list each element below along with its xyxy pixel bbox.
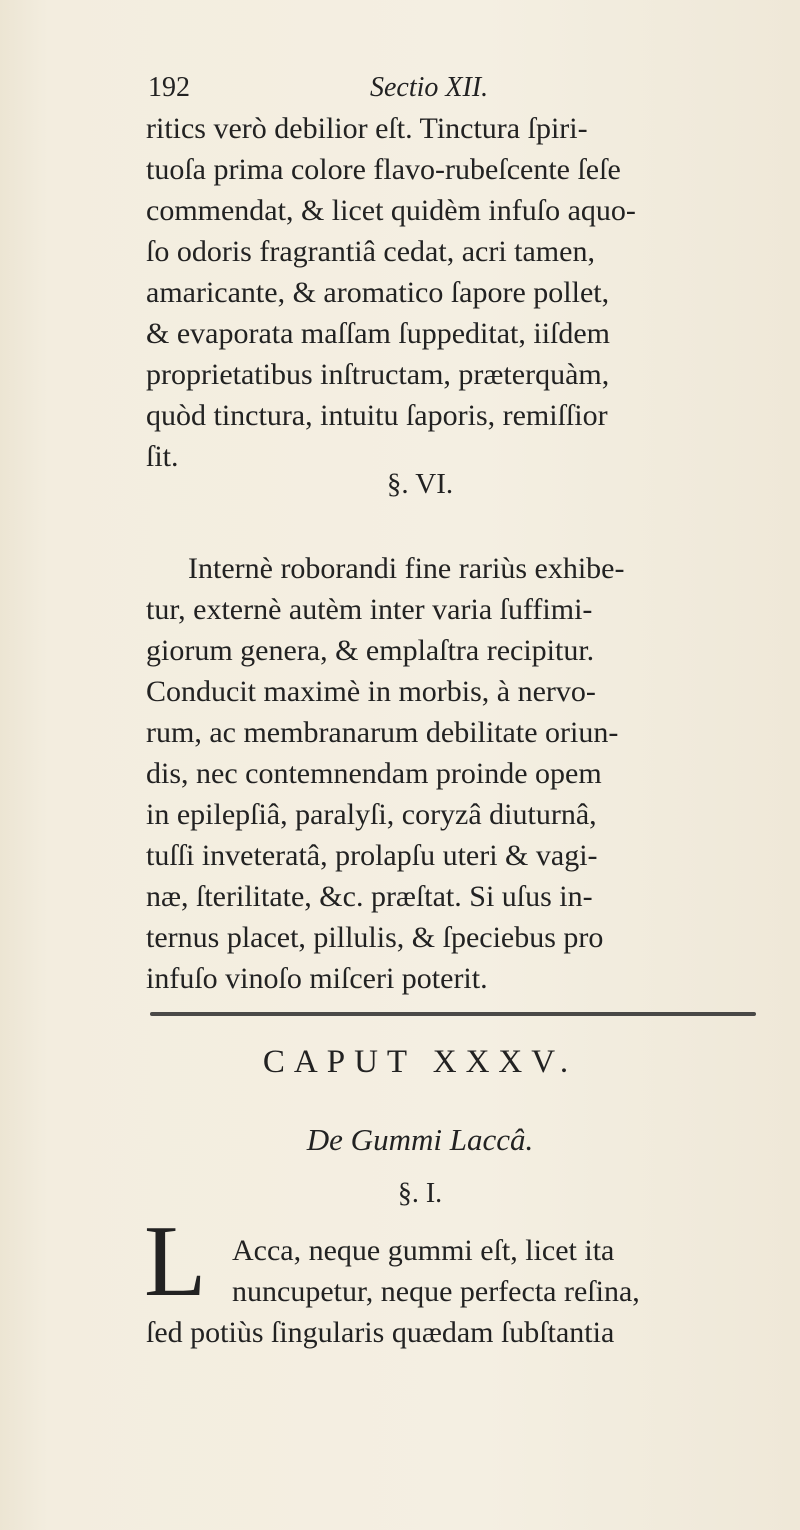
text-line: tuſſi inveteratâ, prolapſu uteri & vagi- xyxy=(146,839,598,872)
page-number: 192 xyxy=(148,72,190,103)
text-line: rum, ac membranarum debilitate oriun- xyxy=(146,716,619,749)
text-line: ſed potiùs ſingularis quædam ſubſtantia xyxy=(146,1316,615,1349)
section-heading-vi: §. VI. xyxy=(386,468,454,500)
chapter-divider-rule xyxy=(150,1012,756,1016)
text-line: Internè roborandi fine rariùs exhibe- xyxy=(188,552,625,585)
text-line: & evaporata maſſam ſuppeditat, iiſdem xyxy=(146,317,611,350)
text-line: ternus placet, pillulis, & ſpeciebus pro xyxy=(146,921,604,954)
paragraph-2 xyxy=(146,548,756,999)
text-line: amaricante, & aromatico ſapore pollet, xyxy=(146,276,610,309)
text-line: dis, nec contemnendam proinde opem xyxy=(146,757,602,790)
page-header xyxy=(148,72,740,112)
text-line: quòd tinctura, intuitu ſaporis, remiſſior xyxy=(146,399,608,432)
paragraph-1 xyxy=(146,108,756,477)
chapter-title: CAPUT XXXV. xyxy=(262,1044,578,1080)
chapter-subtitle: De Gummi Laccâ. xyxy=(306,1122,534,1157)
text-line: Acca, neque gummi eſt, licet ita xyxy=(232,1234,615,1267)
text-line: tur, externè autèm inter varia ſuffimi- xyxy=(146,593,593,626)
text-line: in epilepſiâ, paralyſi, coryzâ diuturnâ, xyxy=(146,798,597,831)
text-line: tuoſa prima colore flavo-rubeſcente ſeſe xyxy=(146,153,621,186)
text-line: Conducit maximè in morbis, à nervo- xyxy=(146,675,596,708)
running-head: Sectio XII. xyxy=(370,72,489,103)
text-line: commendat, & licet quidèm infuſo aquo- xyxy=(146,194,636,227)
drop-cap: L xyxy=(144,1205,207,1318)
text-line: ſit. xyxy=(146,440,179,473)
text-line: ritics verò debilior eſt. Tinctura ſpiri- xyxy=(146,112,588,145)
text-line: giorum genera, & emplaſtra recipitur. xyxy=(146,634,595,667)
text-line: infuſo vinoſo miſceri poterit. xyxy=(146,962,488,995)
text-line: proprietatibus inſtructam, præterquàm, xyxy=(146,358,610,391)
paragraph-3-continued xyxy=(146,1312,766,1353)
text-line: ſo odoris fragrantiâ cedat, acri tamen, xyxy=(146,235,595,268)
paragraph-3-indented xyxy=(232,1230,772,1312)
section-heading-i: §. I. xyxy=(397,1178,443,1209)
text-line: næ, ſterilitate, &c. præſtat. Si uſus in- xyxy=(146,880,593,913)
text-line: nuncupetur, neque perfecta reſina, xyxy=(232,1275,640,1308)
